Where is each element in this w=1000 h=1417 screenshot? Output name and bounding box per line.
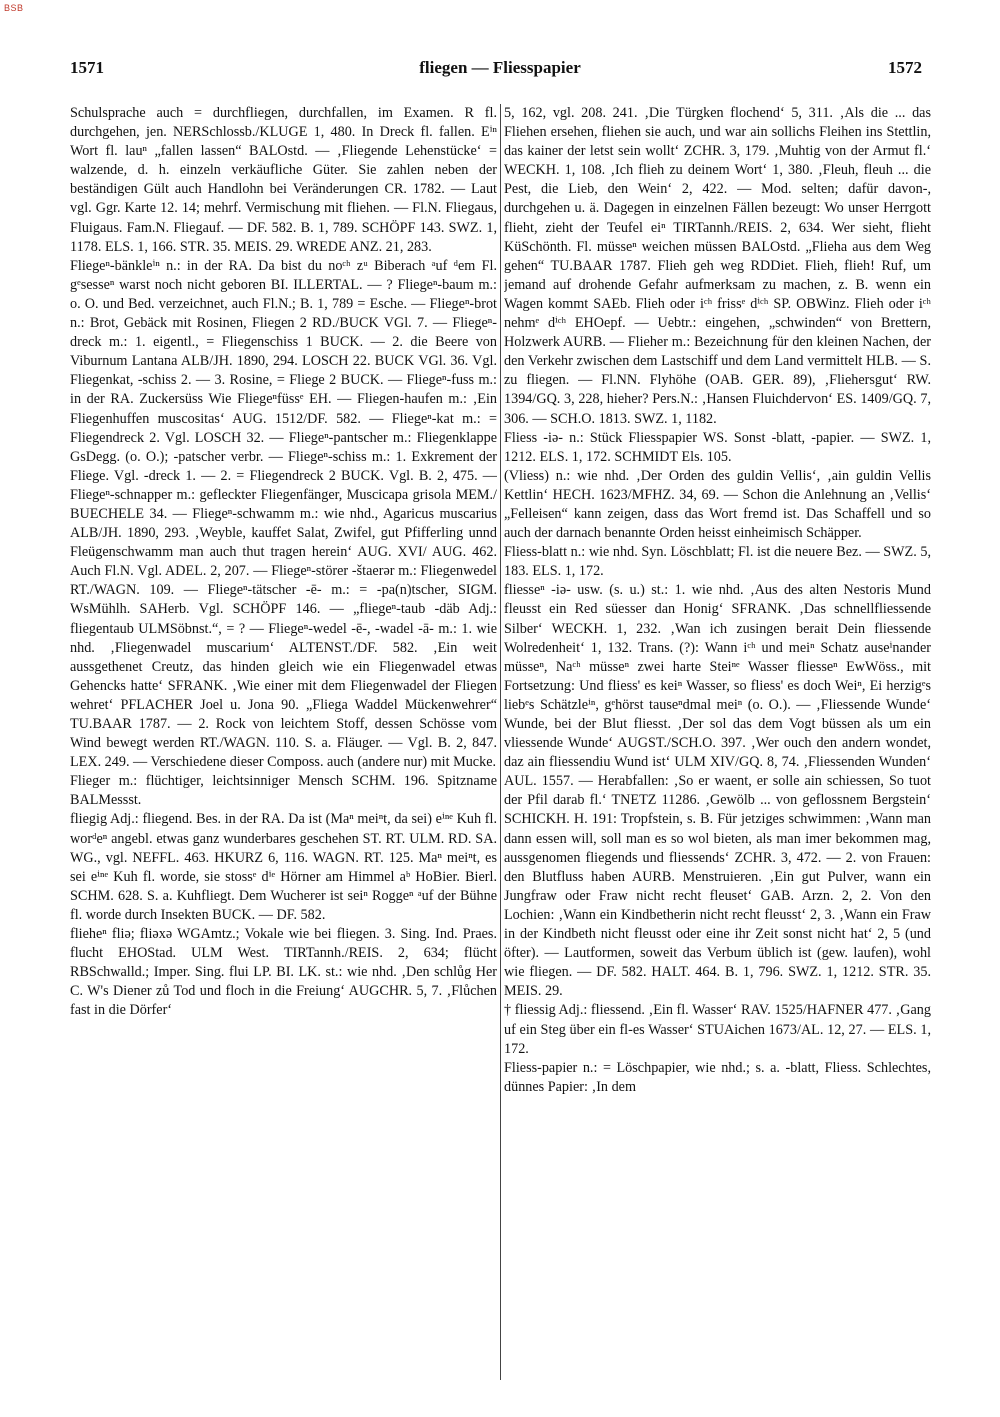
entry-paragraph: fliesseⁿ -iə- usw. (s. u.) st.: 1. wie nhd. ‚Aus des alten Nestoris Mund fleusst ein Red süesser dan Honig‘ SFRANK. ‚Das schnellfliessende Silber‘ WECKH. 1, 232. ‚Wan ich zusingen berait Dein fliessende Wolredenheit‘ 1, 132. Trans. (?): Wann iᶜʰ und meiⁿ Schatz auseⁱnander müsseⁿ, Naᶜʰ müsseⁿ zwei harte Steiⁿᵉ Wasser fliesseⁿ EwWöss., mit Fortsetzung: Und fliess' es keiⁿ Wasser, so fliess' es doch Weiⁿ, Ei herzigᵉs liebᵉs Schätzleⁱⁿ, gᵉhörst tauseⁿdmal meiⁿ (o. O.). — ‚Fliessende Wunde‘ Wunde, bei der Blut fliesst. ‚Der sol das dem Vogt büssen als um ein vliessende Wunde‘ AUGST./SCH.O. 397. ‚Wer ouch den andern wondet, daz ain fliessendiu Wund ist‘ ULM XIV/GQ. 8, 74. ‚Fliessenden Wunden‘ AUL. 1557. — Herabfallen: ‚So er waent, er solle ain schiessen, So tuot der Pfil darab fl.‘ TNETZ 11286. ‚Gewölb ... von geflossnem Bergstein‘ SCHICKH. H. 191: Tropfstein, s. B. Für jetziges schwimmen: ‚Wann man dann essen will, soll man es so wol bieten, als man imer bekommen mag, aussgenomen fliegends und fliessends‘ ZCHR. 3, 472. — 2. von Frauen: den Blutfluss haben AURB. Menstruieren. ‚Ein gut Pulver, wann ein Jungfraw oder Fraw nicht recht fleuset‘ GAB. Arzn. 2, 2. Von den Lochien: ‚Wann ein Kindbetherin nicht recht fleusst‘ 2, 3. ‚Wann ein Fraw in der Kindbeth nicht fleusst oder eine ihr Zeit sonst nicht hat‘ 2, 5 (und öfter). — Lautformen, soweit das Verbum üblich ist (gew. laufen), wohl wie fliegen. — DF. 582. HALT. 464. B. 1, 796. SWZ. 1, 1212. STR. 35. MEIS. 29.	[504, 582, 931, 1000]
page-number-left: 1571	[70, 58, 104, 77]
entry-paragraph: 5, 162, vgl. 208. 241. ‚Die Türgken flochend‘ 5, 311. ‚Als die ... das Fliehen ersehen, fliehen sie auch, und war ain sollichs Fleihen ins Stettlin, das kainer der letst sein wollt‘ ZCHR. 3, 179. ‚Muhtig von der Armut fl.‘ WECKH. 1, 108. ‚Ich flieh zu deinem Wort‘ 1, 380. ‚Fleuh, fleuh ... die Pest, die Lieb, den Wein‘ 2, 422. — Mod. selten; dafür davon-, durchgehen u. ä. Dagegen in einzelnen Fällen bezeugt: Wo unser Herrgott flieht, zieht der Teufel eiⁿ TIRTannh./REIS. 2, 634. Wer sieht, flieht KüSchönth. Fl. müsseⁿ weichen müssen BALOstd. „Flieha aus dem Weg gehen“ TU.BAAR 1787. Flieh geh weg RDDiet. Flieh, flieh! Ruf, um jemand auf drohende Gefahr aufmerksam zu machen, z. B. wenn ein Wagen kommt SAEb. Flieh oder iᶜʰ frissᵉ dⁱᶜʰ SP. OBWinz. Flieh oder iᶜʰ nehmᵉ dⁱᶜʰ EHOepf. — Uebtr.: eingehen, „schwinden“ von Brettern, Holzwerk AURB. — Flieher m.: Bezeichnung für den kleinen Nachen, der den Verkehr zwischen dem Lastschiff und dem Land vermittelt HLB. — S. zu fliegen. — Fl.NN. Flyhöhe (OAB. GER. 89), ‚Fliehersgut‘ RW. 1394/GQ. 3, 228, hieher? Pers.N.: ‚Hansen Fluichdervon‘ ES. 1409/GQ. 7, 306. — SCH.O. 1813. SWZ. 1, 1182.	[504, 105, 931, 427]
running-title: fliegen — Fliesspapier	[419, 58, 581, 77]
entry-paragraph: fliegig Adj.: fliegend. Bes. in der RA. Da ist (Maⁿ meiⁿt, da sei) eⁱⁿᵉ Kuh fl. worᵈeⁿ angebl. etwas ganz wunderbares geschehen ST. RT. ULM. RD. SA. WG., vgl. NEFFL. 463. HKURZ 6, 116. WAGN. RT. 125. Maⁿ meiⁿt, es sei eⁱⁿᵉ Kuh fl. worde, sie stossᵉ dⁱᵉ Hörner am Himmel aᵇ HoBier. Bierl. SCHM. 628. S. a. Kuhfliegt. Dem Wucherer ist seiⁿ Roggeⁿ ᵃuf der Bühne fl. worde durch Insekten BUCK. — DF. 582.	[70, 811, 497, 923]
right-column	[504, 104, 931, 1384]
entry-paragraph: Schulsprache auch = durchfliegen, durchfallen, im Examen. R fl. durchgehen, jen. NERSchlossb./KLUGE 1, 480. In Dreck fl. fallen. Eⁱⁿ Wort fl. lauⁿ „fallen lassen“ BALOstd. — ‚Fliegende Lehenstücke‘ = walzende, d. h. einzeln verkäufliche Güter. Sie zahlen neben der beständigen Gült auch Handlohn bei Veränderungen CR. 1782. — Laut vgl. Ggr. Karte 12. 14; mehrf. Vermischung mit fliehen. — Fl.N. Fliegaus, Fluigaus. Fam.N. Fliegauf. — DF. 582. B. 1, 789. SCHÖPF 143. SWZ. 1, 1178. ELS. 1, 166. STR. 35. MEIS. 29. WREDE ANZ. 21, 283.	[70, 105, 497, 255]
entry-paragraph: Flieger m.: flüchtiger, leichtsinniger Mensch SCHM. 196. Spitzname BALMessst.	[70, 773, 497, 809]
entry-paragraph: Fliegeⁿ-bänkleⁱⁿ n.: in der RA. Da bist du noᶜʰ zᵘ Biberach ᵃuf ᵈem Fl. gᵉsesseⁿ warst noch nicht geboren BI. ILLERTAL. — ? Fliegeⁿ-baum m.: o. O. und Bed. verzeichnet, auch Fl.N.; B. 1, 789 = Esche. — Fliegeⁿ-brot n.: Brot, Gebäck mit Rosinen, Fliegen 2 RD./BUCK VGl. 7. — Fliegeⁿ-dreck m.: 1. eigentl., = Fliegenschiss 1 BUCK. — 2. die Beere von Viburnum Lantana ALB/JH. 1890, 294. LOSCH 22. BUCK VGl. 36. Vgl. Fliegenkat, -schiss 2. — 3. Rosine, = Fliege 2 BUCK. — Fliegeⁿ-fuss m.: in der RA. Zuckersüss Wie Fliegeⁿfüssᵉ EH. — Fliegen-haufen m.: ‚Ein Fliegenhuffen muscositas‘ AUG. 1512/DF. 582. — Fliegeⁿ-kat m.: = Fliegendreck 2. Vgl. LOSCH 32. — Fliegeⁿ-pantscher m.: Fliegenklappe GsDegg. (o. O.); -patscher verbr. — Fliegeⁿ-schiss m.: 1. Exkrement der Fliege. Vgl. -dreck 1. — 2. = Fliegendreck 2 BUCK. Vgl. B. 2, 475. — Fliegeⁿ-schnapper m.: gefleckter Fliegenfänger, Muscicapa grisola MEM./ BUECHELE 34. — Fliegeⁿ-schwamm m.: wie nhd., Agaricus muscarius ALB/JH. 1890, 293. ‚Weyble, kauffet Salat, Zwifel, gut Pfifferling unnd Fleügenschwamm man auch thut tragen herein‘ AUG. XVI/ AUG. 462. Auch Fl.N. Vgl. ADEL. 2, 207. — Fliegeⁿ-störer -štaerər m.: Fliegenwedel RT./WAGN. 109. — Fliegeⁿ-tätscher -ē- m.: = -pa(n)tscher, SIGM. WsMühlh. SAHerb. Vgl. SCHÖPF 146. — „fliegeⁿ-taub -däb Adj.: fliegentaub ULMSöbnst.“, = ? — Fliegeⁿ-wedel -ē-, -wadel -ā- m.: 1. wie nhd. ‚Fliegenwadel muscarium‘ ALTENST./DF. 582. ‚Ein weit aussgethenet Creutz, das hinden gleich wie ein Fliegenwadel etwas Gehencks hatte‘ SFRANK. ‚Wie einer mit dem Fliegenwadel der Fliegen wehret‘ PFLACHER Joel u. Jona 90. „Fliega Waddel Mückenwehrer“ TU.BAAR 1787. — 2. Rock von leichtem Stoff, dessen Schösse vom Wind bewegt werden RT./WAGN. 110. S. a. Fläuger. — Vgl. B. 2, 847. LEX. 249. — Verschiedene dieser Composs. auch (andere nur) mit Mucke.	[70, 257, 497, 771]
library-stamp: BSB	[4, 3, 24, 13]
left-column	[70, 104, 497, 1384]
entry-paragraph: flieheⁿ fliə; fliəxə WGAmtz.; Vokale wie bei fliegen. 3. Sing. Ind. Praes. flucht EHOStad. ULM West. TIRTannh./REIS. 2, 634; flücht RBSchwalld.; Imper. Sing. flui LP. BI. LK. st.: wie nhd. ‚Den schlůg Her C. W's Diener zů Tod und floch in die Freiung‘ AUGCHR. 5, 7. ‚Flůchen fast in die Dörfer‘	[70, 926, 497, 1019]
page-header	[0, 58, 1000, 88]
column-divider	[500, 104, 501, 1380]
page-number-right: 1572	[888, 58, 922, 77]
entry-paragraph: (Vliess) n.: wie nhd. ‚Der Orden des guldin Vellis‘, ‚ain guldin Vellis Kettlin‘ HECH. 1623/MFHZ. 34, 69. — Schon die Anlehnung an ‚Vellis‘ „Felleisen“ kann zeigen, dass das Wort fremd ist. Das Schaffell und so auch der darnach benannte Orden heisst einheimisch Schäpper.	[504, 467, 931, 542]
entry-paragraph: Fliess-papier n.: = Löschpapier, wie nhd.; s. a. -blatt, Fliess. Schlechtes, dünnes Papier: ‚In dem	[504, 1059, 931, 1095]
entry-paragraph: † fliessig Adj.: fliessend. ‚Ein fl. Wasser‘ RAV. 1525/HAFNER 477. ‚Gang uf ein Steg über ein fl-es Wasser‘ STUAichen 1673/AL. 12, 27. — ELS. 1, 172.	[504, 1002, 931, 1057]
entry-paragraph: Fliess-blatt n.: wie nhd. Syn. Löschblatt; Fl. ist die neuere Bez. — SWZ. 5, 183. ELS. 1, 172.	[504, 544, 931, 580]
entry-paragraph: Fliess -iə- n.: Stück Fliesspapier WS. Sonst -blatt, -papier. — SWZ. 1, 1212. ELS. 1, 172. SCHMIDT Els. 105.	[504, 429, 931, 465]
